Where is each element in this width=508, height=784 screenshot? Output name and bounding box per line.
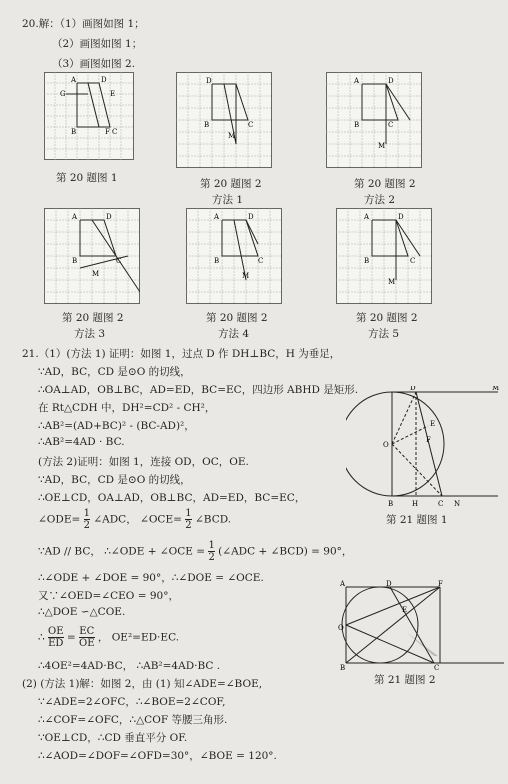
q21-figure-2 [336,580,508,670]
q21-line-11 [38,540,352,563]
q20-fig2-m2-method: 方法 2 [364,194,396,206]
svg-text:E: E [110,90,116,98]
fraction-denominator: OE [79,638,95,649]
svg-text:F: F [105,128,110,136]
q21-line-15-a: ∴ [38,631,45,644]
svg-text:D: D [398,213,404,221]
q21-line-11-b: (∠ADC + ∠BCD) = 90°， [218,545,353,558]
svg-text:D: D [101,76,107,84]
q21-line-16: ∴4OE²=4AD·BC， ∴AB²=4AD·BC . [38,660,221,672]
q20-fig2-m1-caption: 第 20 题图 2 [200,178,262,190]
q20-fig2-m4-caption: 第 20 题图 2 [206,312,268,324]
q21-line-20: ∵OE⊥CD，∴CD 垂直平分 OF. [38,732,188,744]
fraction-denominator: 2 [208,552,215,563]
svg-text:B: B [214,257,220,265]
q20-figure-2-method-3 [44,208,140,304]
svg-text:B: B [354,121,360,129]
svg-text:M: M [92,270,100,278]
q20-line2: （2）画图如图 1； [52,38,143,50]
q21-fig2-caption: 第 21 题图 2 [374,674,436,686]
svg-text:E: E [430,420,436,428]
q21-line-7: (方法 2)证明：如图 1，连接 OD，OC，OE. [38,456,249,468]
q21-line-4: 在 Rt△CDH 中，DH²=CD² - CH²， [38,402,216,414]
fraction-numerator: 1 [83,508,91,519]
svg-text:C: C [434,664,440,670]
q21-figure-1 [346,386,506,508]
q21-line-10 [38,508,231,531]
q20-figure-2-method-5 [336,208,432,304]
q21-line-2: ∵AD，BC，CD 是⊙O 的切线， [38,366,191,378]
q21-line-18: ∵∠ADE=2∠OFC，∴∠BOE=2∠COF, [38,696,226,708]
svg-text:M: M [388,278,396,286]
svg-text:A: A [214,213,220,221]
q20-fig2-m2-caption: 第 20 题图 2 [354,178,416,190]
q21-line-19: ∴∠COF=∠OFC，∴△COF 等腰三角形. [38,714,228,726]
svg-text:O: O [338,624,344,632]
svg-text:C: C [388,121,394,129]
ratio-fraction-right [79,626,95,649]
svg-text:B: B [72,257,78,265]
q20-fig2-m5-caption: 第 20 题图 2 [356,312,418,324]
svg-text:M: M [378,142,386,150]
q21-line-1: 21.（1）(方法 1) 证明：如图 1，过点 D 作 DH⊥BC，H 为垂足， [22,348,341,360]
q20-figure-2-method-4 [186,208,282,304]
q20-head: 20.解：（1）画图如图 1； [22,18,145,30]
q20-fig2-m4-method: 方法 4 [218,328,250,340]
q21-line-11-a: ∵AD // BC， ∴∠ODE + ∠OCE = [38,545,206,558]
half-fraction [84,508,90,531]
svg-text:D: D [106,213,112,221]
svg-text:C: C [410,257,416,265]
q21-line-14: ∴△DOE ∽△COE. [38,606,126,618]
q21-line-21: ∴∠AOD=∠DOF=∠OFD=30°，∠BOE = 120°. [38,750,277,762]
q21-line-10-c: ∠BCD. [195,513,232,526]
q21-line-10-b: ∠ADC， ∠OCE= [93,513,182,526]
fraction-denominator: 2 [83,520,91,531]
q21-line-6: ∴AB²=4AD · BC. [38,436,125,448]
svg-text:A: A [340,580,346,588]
q21-line-5: ∴AB²=(AD+BC)² - (BC-AD)²， [38,420,195,432]
q21-fig1-caption: 第 21 题图 1 [386,514,448,526]
q20-figure-2-method-1 [176,72,272,168]
q20-fig1-caption: 第 20 题图 1 [56,172,118,184]
svg-text:D: D [410,386,416,392]
svg-text:C: C [438,500,444,508]
svg-text:C: C [112,128,118,136]
svg-text:F: F [426,436,431,444]
fraction-denominator: ED [48,638,64,649]
svg-text:A: A [71,76,77,84]
svg-text:D: D [388,77,394,85]
q20-fig2-m1-method: 方法 1 [212,194,244,206]
svg-text:F: F [438,580,443,588]
q21-line-10-a: ∠ODE= [38,513,81,526]
svg-text:A: A [364,213,370,221]
svg-text:D: D [386,580,392,588]
q20-line3: （3）画图如图 2. [52,58,136,70]
q21-line-15: ∴ $\frac{OE}{ED}$ = $\frac{EC}{OE}$ ， OE²=ED·EC. [38,626,180,649]
fraction-numerator: 1 [185,508,192,519]
svg-text:G: G [60,90,66,98]
q21-line-8: ∵AD，BC，CD 是⊙O 的切线， [38,474,191,486]
fraction-numerator: 1 [208,540,215,551]
q20-figure-1 [44,72,134,160]
fraction-numerator: OE [48,626,64,637]
half-fraction [208,540,214,563]
svg-text:M: M [492,386,500,392]
svg-text:B: B [388,500,394,508]
svg-text:M: M [242,272,250,280]
svg-text:A: A [354,77,360,85]
q20-fig2-m5-method: 方法 5 [368,328,400,340]
svg-text:A: A [72,213,78,221]
svg-text:B: B [71,128,77,136]
svg-text:M: M [228,132,236,140]
ratio-fraction-left [48,626,64,649]
q21-line-3: ∴OA⊥AD，OB⊥BC，AD=ED，BC=EC，四边形 ABHD 是矩形. [38,384,359,396]
q20-figure-2-method-2 [326,72,422,168]
q21-line-15-b: ， OE²=ED·EC. [97,631,180,644]
svg-text:B: B [364,257,370,265]
svg-text:B: B [204,121,210,129]
fraction-denominator: 2 [185,520,192,531]
q21-line-9: ∴OE⊥CD，OA⊥AD，OB⊥BC，AD=ED，BC=EC， [38,492,306,504]
q20-fig2-m3-method: 方法 3 [74,328,106,340]
svg-text:E: E [402,606,408,614]
svg-text:C: C [248,121,254,129]
q21-line-17: (2) (方法 1)解：如图 2，由 (1) 知∠ADE=∠BOE, [22,678,263,690]
svg-text:D: D [248,213,254,221]
svg-text:H: H [412,500,419,508]
svg-text:D: D [206,77,212,85]
q20-fig2-m3-caption: 第 20 题图 2 [62,312,124,324]
svg-text:B: B [340,664,346,670]
half-fraction [185,508,191,531]
svg-text:C: C [116,257,122,265]
svg-text:C: C [258,257,264,265]
fraction-numerator: EC [79,626,95,637]
q21-line-12: ∴∠ODE + ∠DOE = 90°，∴∠DOE = ∠OCE. [38,572,264,584]
q21-line-13: 又∵∠OED=∠CEO = 90°， [38,590,179,602]
svg-text:O: O [383,441,389,449]
svg-text:N: N [454,500,461,508]
